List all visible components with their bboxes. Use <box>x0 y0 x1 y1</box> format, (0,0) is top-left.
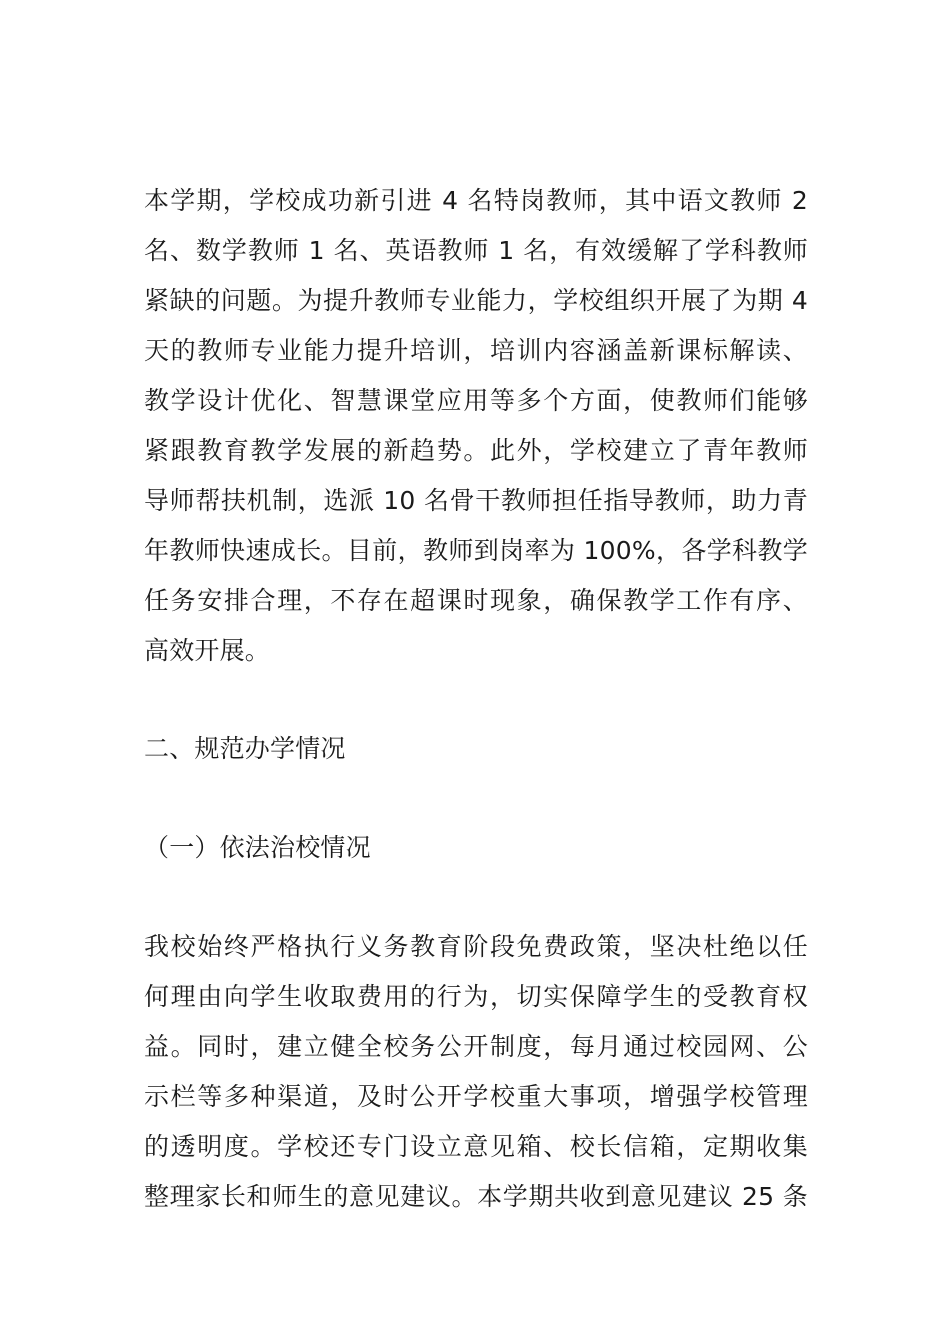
paragraph-line: 高效开展。 <box>144 636 271 665</box>
section-heading <box>144 724 808 774</box>
paragraph-line: 导师帮扶机制，选派 10 名骨干教师担任指导教师，助力青 <box>144 486 808 515</box>
paragraph-law <box>144 922 808 1222</box>
paragraph-line: 我校始终严格执行义务教育阶段免费政策，坚决杜绝以任 <box>144 932 808 961</box>
paragraph-line: 整理家长和师生的意见建议。本学期共收到意见建议 25 条 <box>144 1182 808 1211</box>
paragraph-line: 教学设计优化、智慧课堂应用等多个方面，使教师们能够 <box>144 386 808 415</box>
paragraph-line: 的透明度。学校还专门设立意见箱、校长信箱，定期收集 <box>144 1132 808 1161</box>
subsection-heading-text: （一）依法治校情况 <box>144 833 371 862</box>
paragraph-teachers <box>144 176 808 676</box>
paragraph-line: 本学期，学校成功新引进 4 名特岗教师，其中语文教师 2 <box>144 186 808 215</box>
section-heading-text: 二、规范办学情况 <box>144 734 346 763</box>
paragraph-line: 紧跟教育教学发展的新趋势。此外，学校建立了青年教师 <box>144 436 808 465</box>
paragraph-line: 任务安排合理，不存在超课时现象，确保教学工作有序、 <box>144 586 808 615</box>
paragraph-line: 紧缺的问题。为提升教师专业能力，学校组织开展了为期 4 <box>144 286 808 315</box>
subsection-heading <box>144 823 808 873</box>
paragraph-line: 益。同时，建立健全校务公开制度，每月通过校园网、公 <box>144 1032 808 1061</box>
paragraph-line: 名、数学教师 1 名、英语教师 1 名，有效缓解了学科教师 <box>144 236 808 265</box>
paragraph-line: 何理由向学生收取费用的行为，切实保障学生的受教育权 <box>144 982 808 1011</box>
paragraph-line: 示栏等多种渠道，及时公开学校重大事项，增强学校管理 <box>144 1082 808 1111</box>
paragraph-line: 年教师快速成长。目前，教师到岗率为 100%，各学科教学 <box>144 536 808 565</box>
paragraph-line: 天的教师专业能力提升培训，培训内容涵盖新课标解读、 <box>144 336 808 365</box>
